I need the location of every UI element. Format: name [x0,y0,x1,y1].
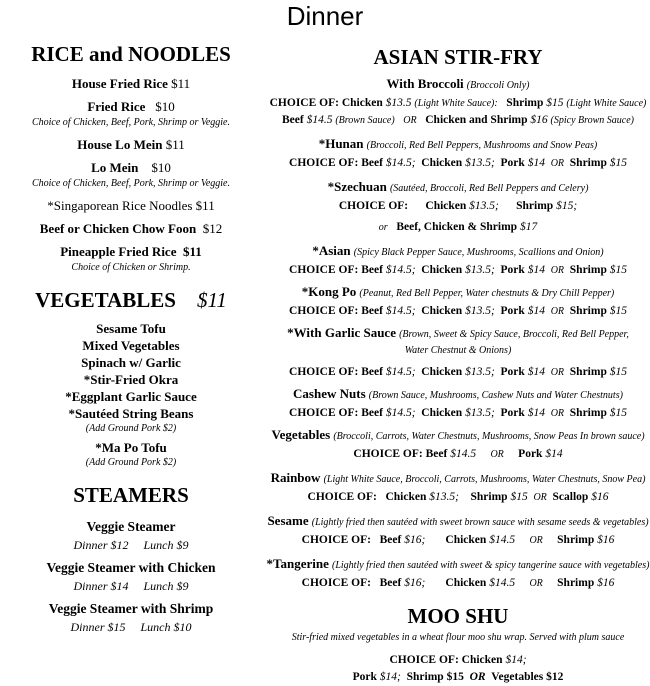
or-label: OR [550,265,565,276]
item-desc: (Broccoli Only) [466,80,530,91]
beef-price: $16; [404,534,426,546]
steamer-prices [0,618,262,636]
chicken-label: Chicken [421,407,463,419]
chicken-sauce: (Light White Sauce): [414,98,498,109]
item-name: Fried Rice [87,99,146,114]
item-price: $10 [151,160,171,175]
chicken-label: Chicken [421,366,463,378]
steamer-name: Veggie Steamer with Shrimp [48,601,214,616]
vegetable-item: Sesame Tofu [96,321,166,336]
item-desc: (Lightly fried then sautéed with sweet brown sauce with sesame seeds & vegetables) [311,517,649,528]
beef-label: Beef [361,305,383,317]
shrimp-price: $15 [609,157,627,169]
or-label: OR [469,671,486,683]
rainbow-item [266,469,650,489]
cashew-item [266,385,650,405]
shrimp-price: $15 [609,305,627,317]
vegetable-item: *Eggplant Garlic Sauce [65,389,197,404]
rice-noodles-heading: RICE and NOODLES [31,42,231,66]
choice-label: CHOICE OF: [307,491,377,503]
or-label: or [378,222,388,233]
item-desc: (Broccoli, Carrots, Water Chestnuts, Mushrooms, Snow Peas In brown sauce) [333,431,645,442]
vegetable-item: Mixed Vegetables [82,338,180,353]
beef-sauce: (Brown Sauce) [335,115,395,126]
lunch-label: Lunch [143,538,174,552]
choice-label: CHOICE OF: [353,448,423,460]
shrimp-label: Shrimp [557,534,595,546]
garlic-sauce-item [266,324,650,344]
moo-shu-heading: MOO SHU [407,604,509,628]
beef-price: $14.5 [450,448,477,460]
broccoli-beef-line [266,112,650,129]
sesame-choice-line [266,532,650,549]
or-label: OR [550,408,565,419]
or-label: OR [550,158,565,169]
moo-shu-desc: Stir-fried mixed vegetables in a wheat flour moo shu wrap. Served with plum sauce [291,632,625,643]
vegetables-choice-line [266,446,650,463]
lo-mein-item [0,158,262,177]
beef-label: Beef [379,577,402,589]
shrimp-price: $16 [597,577,615,589]
chow-foon-item [0,219,262,238]
item-note: Choice of Chicken, Beef, Pork, Shrimp or Veggie. [31,117,230,128]
lunch-price: $9 [176,579,189,593]
shrimp-label: Shrimp [569,157,607,169]
shrimp-label: Shrimp [506,97,544,109]
vegetables-label: Vegetables [491,671,544,683]
szechuan-combo-line [266,219,650,236]
shrimp-sauce: (Light White Sauce) [566,98,647,109]
shrimp-price: $15 [510,491,528,503]
pork-label: Pork [500,305,525,317]
shrimp-label: Shrimp [557,577,595,589]
beef-price: $14.5; [385,157,416,169]
chicken-price: $13.5 [385,97,412,109]
item-price: $11 [195,198,215,213]
sesame-item [266,512,650,532]
broccoli-choice-line [266,95,650,112]
asian-item [266,242,650,262]
choice-label: CHOICE OF: [289,264,359,276]
chicken-price: $13.5; [465,264,495,276]
dinner-label: Dinner [70,620,105,634]
shrimp-price: $15 [609,407,627,419]
lunch-price: $9 [176,538,189,552]
combo-price: $17 [519,221,538,233]
shrimp-label: Shrimp [569,305,607,317]
chicken-label: Chicken [445,577,487,589]
choice-label: CHOICE OF: [338,200,409,212]
item-name: *With Garlic Sauce [287,325,396,340]
item-desc: (Brown Sauce, Mushrooms, Cashew Nuts and Water Chestnuts) [368,390,623,401]
beef-label: Beef [361,157,383,169]
choice-label: CHOICE OF: [301,534,371,546]
item-note: Choice of Chicken, Beef, Pork, Shrimp or Veggie. [31,178,230,189]
item-desc-continued: Water Chestnut & Onions) [404,345,512,356]
house-fried-rice-item [0,74,262,93]
szechuan-item [266,178,650,198]
steamer-prices [0,577,262,595]
beef-label: Beef [361,264,383,276]
chicken-price: $14; [505,654,527,666]
item-price: $12 [202,221,223,236]
vegetables-price: $11 [196,288,227,312]
beef-price: $14.5; [385,366,416,378]
chicken-price: $13.5; [465,366,495,378]
item-price: $11 [171,76,191,91]
chicken-price: $14.5 [489,577,516,589]
pork-label: Pork [500,407,525,419]
or-label: OR [403,115,417,126]
item-name: House Fried Rice [71,76,168,91]
shrimp-price: $16 [597,534,615,546]
stir-fry-vegetables-item [266,426,650,446]
pork-label: Pork [500,264,525,276]
scallop-label: Scallop [552,491,589,503]
dinner-price: $12 [110,538,129,552]
item-desc: (Peanut, Red Bell Pepper, Water chestnuts & Dry Chill Pepper) [359,288,615,299]
page-title: Dinner [286,1,364,31]
dinner-label: Dinner [73,538,108,552]
moo-shu-choice-line [266,652,650,669]
item-name: Beef or Chicken Chow Foon [39,221,197,236]
tangerine-item [266,555,650,575]
item-name: *Tangerine [266,556,329,571]
right-column [266,43,650,686]
beef-label: Beef [281,114,304,126]
vegetables-price: $12 [546,671,564,683]
cashew-choice-line [266,405,650,422]
dinner-price: $14 [110,579,129,593]
vegetable-note: (Add Ground Pork $2) [85,423,177,434]
chicken-price: $13.5; [465,157,495,169]
chicken-label: Chicken [385,491,427,503]
or-label: OR [490,449,504,460]
szechuan-choice-line [266,198,650,215]
item-name: *Szechuan [327,179,387,194]
beef-price: $14.5; [385,305,416,317]
chicken-price: $13.5; [465,407,495,419]
chicken-label: Chicken [341,97,383,109]
steamer-name: Veggie Steamer [86,519,176,534]
beef-price: $14.5; [385,264,416,276]
pork-price: $14 [527,157,545,169]
item-name: House Lo Mein [77,137,163,152]
item-desc: (Broccoli, Red Bell Peppers, Mushrooms and Snow Peas) [366,140,598,151]
pork-price: $14 [545,448,563,460]
beef-price: $14.5; [385,407,416,419]
item-desc: (Brown, Sweet & Spicy Sauce, Broccoli, Red Bell Pepper, [399,329,629,340]
beef-label: Beef [379,534,402,546]
combo-price: $16 [530,114,548,126]
lunch-label: Lunch [143,579,174,593]
vegetables-list [0,320,262,469]
shrimp-label: Shrimp [569,366,607,378]
chicken-price: $14.5 [489,534,516,546]
beef-label: Beef [361,407,383,419]
pork-label: Pork [500,366,525,378]
broccoli-item [266,75,650,95]
rainbow-choice-line [266,489,650,506]
item-price: $10 [155,99,175,114]
hunan-item [266,135,650,155]
item-name: With Broccoli [386,76,464,91]
chicken-label: Chicken [425,200,467,212]
vegetable-item: *Ma Po Tofu [95,440,167,455]
stir-fry-heading: ASIAN STIR-FRY [373,45,543,69]
vegetable-item: *Sautéed String Beans [68,406,194,421]
choice-label: CHOICE OF: [289,157,359,169]
steamers-heading: STEAMERS [73,483,189,507]
asian-choice-line [266,262,650,279]
beef-price: $16; [404,577,426,589]
shrimp-price: $15 [446,671,464,683]
or-label: OR [529,578,543,589]
item-name: Vegetables [271,427,331,442]
dinner-label: Dinner [73,579,108,593]
chicken-price: $13.5; [429,491,459,503]
combo-sauce: (Spicy Brown Sauce) [550,115,635,126]
hunan-choice-line [266,155,650,172]
item-name: Sesame [267,513,309,528]
beef-price: $14.5 [306,114,333,126]
chicken-label: Chicken [421,157,463,169]
left-column [0,40,262,636]
pork-price: $14 [527,366,545,378]
item-desc: (Spicy Black Pepper Sauce, Mushrooms, Scallions and Onion) [353,247,604,258]
item-name: *Asian [312,243,351,258]
pork-price: $14 [527,264,545,276]
or-label: OR [529,535,543,546]
item-desc: (Lightly fried then sautéed with sweet & spicy tangerine sauce with vegetables) [332,560,650,571]
or-label: OR [550,367,565,378]
shrimp-label: Shrimp [406,671,444,683]
item-name: Rainbow [270,470,321,485]
choice-label: CHOICE OF: [269,97,339,109]
choice-label: CHOICE OF: [289,407,359,419]
kong-po-choice-line [266,303,650,320]
moo-shu-options-line [266,669,650,686]
scallop-price: $16 [591,491,609,503]
chicken-label: Chicken [445,534,487,546]
beef-label: Beef [425,448,448,460]
item-name: Pineapple Fried Rice [60,244,177,259]
pineapple-item [0,242,262,261]
garlic-choice-line [266,364,650,381]
lunch-price: $10 [173,620,192,634]
choice-label: CHOICE OF: [289,366,359,378]
beef-label: Beef [361,366,383,378]
item-price: $11 [182,244,202,259]
item-name: *Hunan [318,136,364,151]
shrimp-label: Shrimp [470,491,508,503]
vegetable-item: *Stir-Fried Okra [83,372,179,387]
item-note: Choice of Chicken or Shrimp. [71,262,191,273]
item-desc: (Sautéed, Broccoli, Red Bell Peppers and Celery) [389,183,589,194]
shrimp-price: $15 [546,97,564,109]
choice-label: CHOICE OF: [389,654,459,666]
item-price: $11 [165,137,185,152]
dinner-price: $15 [107,620,126,634]
vegetables-title: VEGETABLES [35,288,176,312]
chicken-label: Chicken [461,654,503,666]
shrimp-price: $15 [609,366,627,378]
shrimp-label: Shrimp [516,200,554,212]
pork-price: $14; [379,671,401,683]
vegetables-heading [0,286,262,314]
vegetable-item: Spinach w/ Garlic [81,355,181,370]
fried-rice-item [0,97,262,116]
or-label: OR [550,306,565,317]
item-name: *Singaporean Rice Noodles [47,198,193,213]
house-lo-mein-item [0,135,262,154]
shrimp-label: Shrimp [569,407,607,419]
steamer-prices [0,536,262,554]
or-label: OR [533,492,547,503]
chicken-price: $13.5; [469,200,499,212]
singaporean-item [0,196,262,215]
shrimp-price: $15; [556,200,578,212]
item-name: Cashew Nuts [293,386,366,401]
item-name: *Kong Po [301,284,357,299]
item-desc: (Light White Sauce, Broccoli, Carrots, Mushrooms, Water Chestnuts, Snow Pea) [323,474,646,485]
tangerine-choice-line [266,575,650,592]
choice-label: CHOICE OF: [289,305,359,317]
choice-label: CHOICE OF: [301,577,371,589]
kong-po-item [266,283,650,303]
combo-name: Beef, Chicken & Shrimp [396,221,518,233]
shrimp-label: Shrimp [569,264,607,276]
chicken-label: Chicken [421,305,463,317]
lunch-label: Lunch [140,620,171,634]
shrimp-price: $15 [609,264,627,276]
pork-label: Pork [500,157,525,169]
combo-name: Chicken and Shrimp [425,114,528,126]
item-name: Lo Mein [91,160,139,175]
vegetable-note: (Add Ground Pork $2) [85,457,177,468]
pork-price: $14 [527,305,545,317]
pork-label: Pork [352,671,377,683]
pork-label: Pork [518,448,543,460]
pork-price: $14 [527,407,545,419]
steamer-name: Veggie Steamer with Chicken [46,560,216,575]
chicken-price: $13.5; [465,305,495,317]
chicken-label: Chicken [421,264,463,276]
